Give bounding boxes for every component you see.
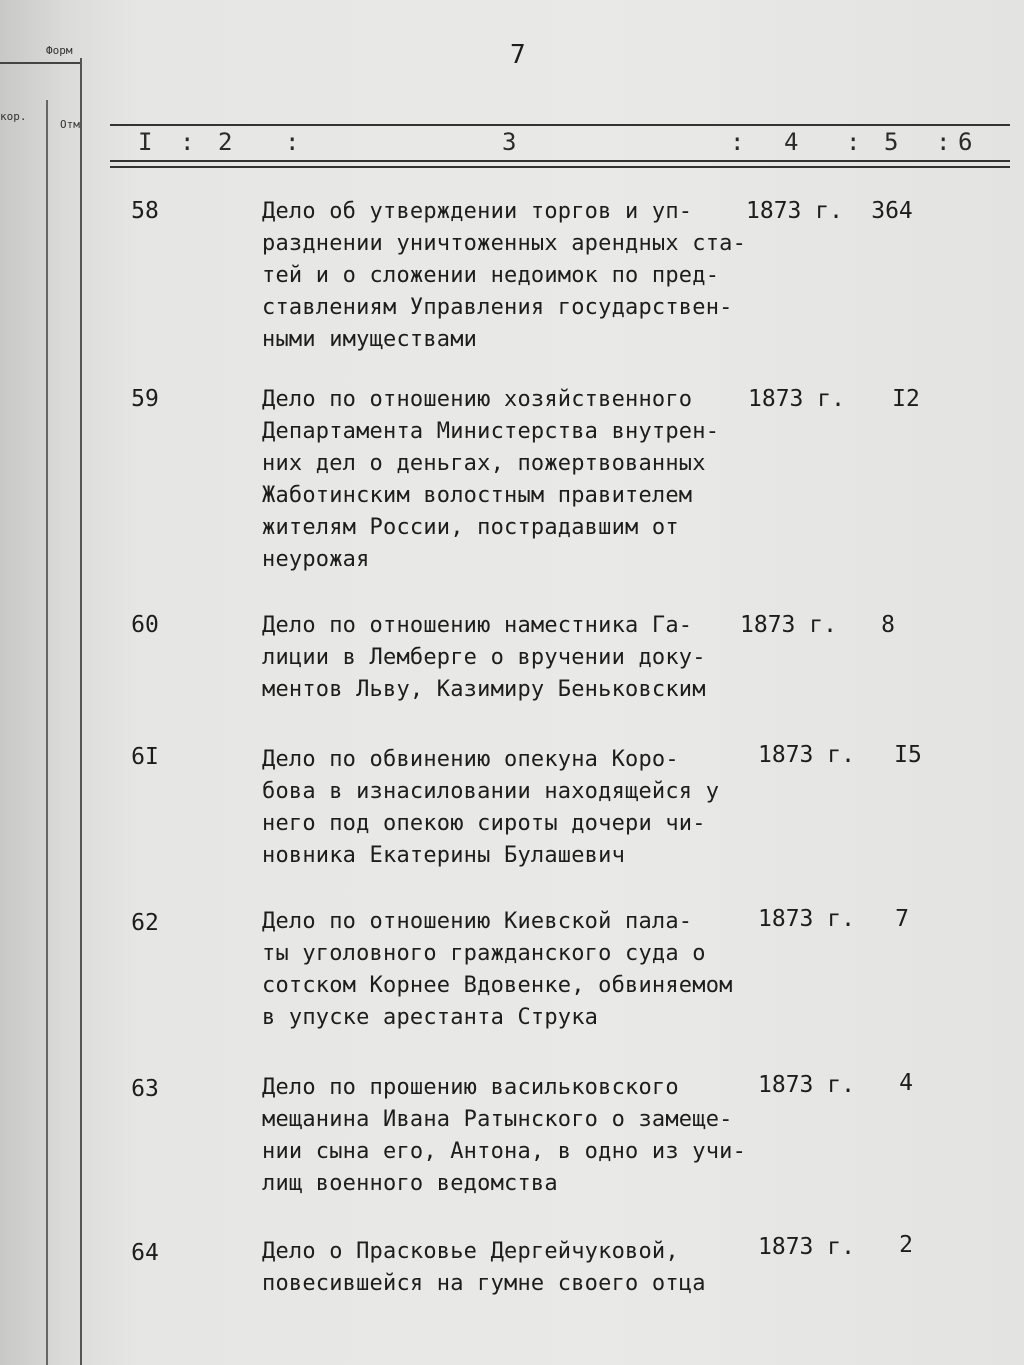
entry-description: Дело об утверждении торгов и уп- разднении уничтоженных арендных ста- тей и о сложении недоимок по пред- ставлениям Управления государствен- ными имуществами	[262, 199, 747, 352]
header-col-3: 3	[502, 128, 517, 156]
entry-number: 58	[131, 198, 159, 224]
edge-label-kor: кор.	[0, 110, 27, 123]
entry-number: 6I	[131, 744, 159, 770]
header-col-1: I	[138, 128, 153, 156]
header-sep: :	[846, 128, 861, 156]
header-sep: :	[285, 128, 300, 156]
header-col-6: 6	[958, 128, 973, 156]
entry-year: 1873 г.	[740, 612, 837, 638]
header-top-rule	[110, 124, 1010, 126]
entry-description: Дело по отношению Киевской пала- ты уголовного гражданского суда о сотском Корнее Вдовенке, обвиняемом в упуске арестанта Струка	[262, 909, 733, 1030]
entry-sheet-count: 364	[871, 198, 913, 224]
header-bottom-rule-1	[110, 160, 1010, 162]
edge-column-line	[46, 100, 48, 1365]
entry-description: Дело по прошению васильковского мещанина Ивана Ратынского о замещe- нии сына его, Антона, в одно из учи- лищ военного ведомства	[262, 1075, 747, 1196]
entry-sheet-count: I5	[894, 742, 922, 768]
entry-year: 1873 г.	[758, 742, 855, 768]
header-sep: :	[180, 128, 195, 156]
entry-description: Дело по отношению наместника Га- лиции в Лемберге о вручении доку- ментов Льву, Казимиру Беньковским	[262, 613, 706, 702]
entry-number: 62	[131, 910, 159, 936]
entry-year: 1873 г.	[748, 386, 845, 412]
header-col-5: 5	[884, 128, 899, 156]
header-sep: :	[936, 128, 951, 156]
entry-number: 63	[131, 1076, 159, 1102]
entry-sheet-count: 7	[895, 906, 909, 932]
header-sep: :	[730, 128, 745, 156]
header-bottom-rule-2	[110, 166, 1010, 168]
entry-number: 64	[131, 1240, 159, 1266]
page-number: 7	[510, 40, 526, 70]
underlying-sheet-edge	[0, 58, 82, 1365]
entry-description: Дело о Прасковье Дергейчуковой, повесившейся на гумне своего отца	[262, 1239, 706, 1296]
entry-sheet-count: I2	[892, 386, 920, 412]
entry-year: 1873 г.	[746, 198, 843, 224]
edge-rule	[0, 62, 80, 64]
header-col-4: 4	[784, 128, 799, 156]
entry-number: 60	[131, 612, 159, 638]
entry-sheet-count: 4	[899, 1070, 913, 1096]
entry-year: 1873 г.	[758, 906, 855, 932]
entry-sheet-count: 2	[899, 1232, 913, 1258]
entry-description: Дело по обвинению опекуна Коро- бова в изнасиловании находящейся у него под опекою сироты дочери чи- новника Екатерины Булашевич	[262, 747, 720, 868]
entry-year: 1873 г.	[758, 1234, 855, 1260]
header-col-2: 2	[218, 128, 233, 156]
entry-number: 59	[131, 386, 159, 412]
entry-year: 1873 г.	[758, 1072, 855, 1098]
edge-label-otm: Отм	[60, 118, 80, 131]
entry-description: Дело по отношению хозяйственного Департамента Министерства внутрен- них дел о деньгах, пожертвованных Жаботинским волостным правителем жителям России, пострадавшим от неурожая	[262, 387, 720, 572]
edge-label-form: Форм	[46, 44, 73, 57]
entry-sheet-count: 8	[881, 612, 895, 638]
